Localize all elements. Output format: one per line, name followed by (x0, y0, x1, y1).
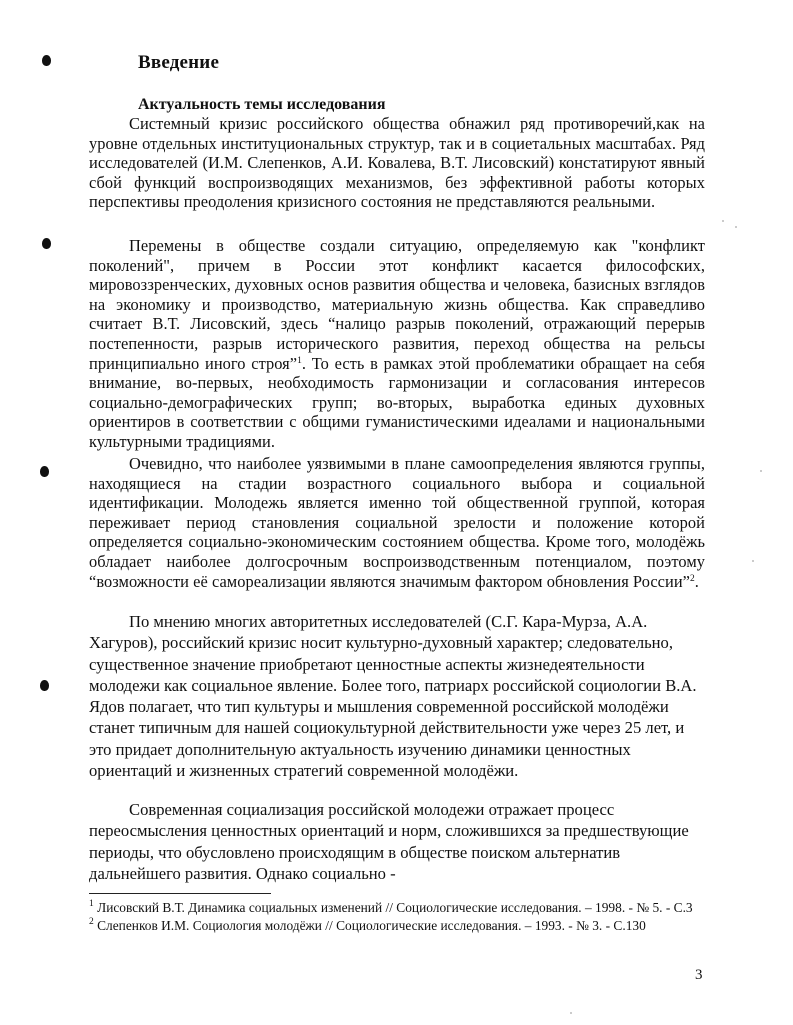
sentence-end: . (301, 353, 307, 373)
footnote-number: 2 (89, 917, 94, 927)
footnotes (89, 899, 709, 935)
punch-hole-mark (40, 680, 49, 691)
paragraph-3-text: Очевидно, что наиболее уязвимыми в плане самоопределения являются группы, находящиеся на стадии возрастного социального выбора и социальной идентификации. Молодежь является именно той общественной группой, которая переживает период становления социальной зрелости и положение которой определяется социально-экономическим состоянием общества. Кроме того, молодёжь обладает наиболее долгосрочным воспроизводственным потенциалом, поэтому “возможности её самореализации являются значимым фактором обновления России” (89, 454, 705, 591)
section-title: Актуальность темы исследования (138, 96, 386, 113)
page-number: 3 (695, 967, 703, 983)
paragraph-1-text: Системный кризис российского общества обнажил ряд противоречий,как на уровне отдельных институциональных структур, так и в социетальных масштабах. Ряд исследователей (И.М. Слепенков, А.И. Ковалева, В.Т. Лисовский) констатируют явный сбой функций воспроизводящих механизмов, без эффективной работы которых перспективы преодоления кризисного состояния не представляются реальными. (89, 114, 705, 212)
footnote-2 (89, 917, 709, 935)
scan-speck (760, 470, 762, 472)
chapter-title: Введение (138, 52, 220, 73)
scan-speck (570, 1012, 572, 1014)
punch-hole-mark (42, 55, 51, 66)
paragraph-1 (89, 114, 705, 212)
footnote-ref-1[interactable]: 1 (297, 355, 302, 366)
paragraph-3 (89, 454, 705, 591)
footnote-number: 1 (89, 899, 94, 909)
footnote-ref-2[interactable]: 2 (689, 573, 695, 584)
scan-speck (735, 226, 737, 228)
footnote-text: Слепенков И.М. Социология молодёжи // Социологические исследования. – 1993. - № 3. - С.130 (97, 918, 646, 933)
paragraph-4 (89, 611, 705, 781)
paragraph-5 (89, 799, 705, 884)
footnote-1 (89, 899, 709, 917)
paragraph-2-text-cont: То есть в рамках этой проблематики обращает на себя внимание, во-первых, необходимость гармонизации и согласования интересов социально-демографических групп; во-вторых, выработка единых духовных ориентиров в соответствии с общими гуманистическими идеалами и национальными культурными традициями. (89, 353, 705, 451)
scan-speck (722, 220, 724, 222)
sentence-end: . (694, 571, 699, 591)
punch-hole-mark (40, 466, 49, 477)
punch-hole-mark (42, 238, 51, 249)
scan-speck (752, 560, 754, 562)
footnote-text: Лисовский В.Т. Динамика социальных изменений // Социологические исследования. – 1998. - № 5. - С.3 (97, 900, 693, 915)
paragraph-5-text: Современная социализация российской молодежи отражает процесс переосмысления ценностных ориентаций и норм, сложившихся за предшествующие периоды, что обусловлено происходящим в обществе поиском альтернатив дальнейшего развития. Однако социально - (89, 800, 689, 883)
paragraph-4-text: По мнению многих авторитетных исследователей (С.Г. Кара-Мурза, А.А. Хагуров), российский кризис носит культурно-духовный характер; следовательно, существенное значение приобретают ценностные аспекты жизнедеятельности молодежи как социальное явление. Более того, патриарх российской социологии В.А. Ядов полагает, что тип культуры и мышления современной российской молодёжи станет типичным для нашей социокультурной действительности уже через 25 лет, и это придает дополнительную актуальность изучению динамики ценностных ориентаций и жизненных стратегий современной молодёжи. (89, 612, 697, 781)
paragraph-2 (89, 236, 705, 452)
footnote-separator (89, 893, 271, 894)
paragraph-2-text: Перемены в обществе создали ситуацию, определяемую как "конфликт поколений", причем в России этот конфликт касается философских, мировоззренческих, духовных основ развития общества и человека, базисных взглядов на экономику и производство, материальную жизнь общества. Как справедливо считает В.Т. Лисовский, здесь “налицо разрыв поколений, отражающий перерыв постепенности, разрыв исторического развития, переход общества на рельсы принципиально иного строя” (89, 236, 705, 373)
